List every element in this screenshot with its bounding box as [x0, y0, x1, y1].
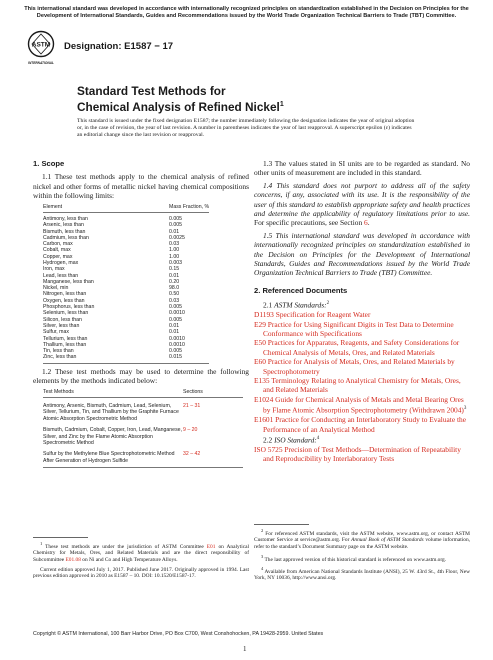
- element-name: Bismuth, less than: [43, 228, 86, 235]
- method-sections-link[interactable]: 9 – 20: [183, 427, 198, 434]
- iso-standard-label: [254, 434, 470, 445]
- composition-table: [43, 204, 209, 364]
- reference-code-link[interactable]: E50: [254, 338, 266, 348]
- mass-fraction: 0.01: [169, 322, 180, 329]
- method-name: Sulfur by the Methylene Blue Spectrophotometric Method After Generation of Hydrogen Sulfide: [43, 446, 183, 467]
- composition-row: [43, 212, 209, 222]
- section-6-link[interactable]: 6: [364, 218, 368, 228]
- mass-fraction: 98.0: [169, 285, 180, 292]
- referenced-documents-heading: 2. Referenced Documents: [254, 285, 348, 295]
- mass-fraction: 0.50: [169, 291, 180, 298]
- mass-fraction: 0.0010: [169, 310, 185, 317]
- tbt-statement: 1.5 This international standard was developed in accordance with internationally recognized principles on standardization established in the Decision on Principles for the Development of International Standards, Guides and Recommendations issued by the World Trade Organization Technical Barriers to Trade (TBT) Committee.: [254, 230, 470, 278]
- mass-fraction: 0.01: [169, 329, 180, 336]
- logo-text: ASTM: [31, 41, 51, 49]
- reference-code-link[interactable]: E1601: [254, 415, 274, 425]
- paragraph-1-2: 1.2 These test methods may be used to determine the following elements by the methods indicated below:: [33, 366, 249, 386]
- footnote-1-text-2: on Analytical Chemistry for Metals, Ores, and Related Materials and are the direct responsibility of Subcommittee: [33, 543, 249, 563]
- mass-fraction: 0.03: [169, 241, 180, 248]
- mass-fraction: 1.00: [169, 253, 180, 260]
- element-name: Iron, max: [43, 266, 65, 273]
- subcommittee-e0108-link[interactable]: E01.08: [65, 556, 81, 563]
- footnote-divider: [254, 524, 309, 525]
- element-name: Cobalt, max: [43, 247, 71, 254]
- methods-row: [43, 397, 243, 422]
- element-name: Sulfur, max: [43, 329, 69, 336]
- mass-fraction: 0.01: [169, 272, 180, 279]
- methods-row: [43, 446, 243, 467]
- reference-title-link[interactable]: Practice for Analysis of Metals, Ores, and Related Materials by Spectrophotometry: [263, 357, 455, 376]
- element-name: Nitrogen, less than: [43, 291, 87, 298]
- reference-item: [254, 445, 470, 464]
- mass-fraction: 0.0010: [169, 341, 185, 348]
- element-name: Lead, less than: [43, 272, 79, 279]
- reference-code-link[interactable]: E60: [254, 357, 266, 367]
- mass-fraction: 0.15: [169, 266, 180, 273]
- reference-item: [254, 395, 470, 415]
- methods-table: [43, 389, 243, 469]
- mass-fraction: 0.003: [169, 260, 182, 266]
- copyright-line: Copyright © ASTM International, 100 Barr Harbor Drive, PO Box C700, West Conshohocken, PA 19428-2959. United States: [33, 631, 324, 637]
- reference-item: [254, 357, 470, 376]
- method-name: Bismuth, Cadmium, Cobalt, Copper, Iron, Lead, Manganese, Silver, and Zinc by the Flame Atomic Absorption Spectrometric Method: [43, 427, 182, 446]
- footnote-1: $^1$ These test methods are under the jurisdiction of ASTM Committee E01 on Analytical Chemistry for Metals, Ores, and Related Materials and are the direct responsibility of Subcommittee E01.08 on Ni and Co and High Temperature Alloys.: [33, 541, 249, 563]
- footnotes-right: [254, 528, 470, 585]
- methods-header-test-methods: Test Methods: [43, 389, 183, 398]
- designation-explanation: This standard is issued under the fixed designation E1587; the number immediately following the designation indicates the year of original adoption or, in the case of revision, the year of last revision. A number in parentheses indicates the year of last reapproval. A superscript epsilon (ε) indicates an editorial change since the last revision or reapproval.: [77, 118, 415, 138]
- element-name: Copper, max: [43, 253, 73, 260]
- reference-code-link[interactable]: ISO 5725: [254, 444, 283, 454]
- footnote-1-text: These test methods are under the jurisdiction of ASTM Committee: [45, 543, 204, 550]
- method-sections-link[interactable]: 32 – 42: [183, 451, 201, 458]
- left-column: [33, 159, 249, 468]
- footnote-3-text: The last approved version of this historical standard is referenced on www.astm.org.: [264, 556, 447, 563]
- annual-book-title: Annual Book of ASTM Standards: [351, 537, 424, 544]
- reference-title-link[interactable]: Terminology Relating to Analytical Chemistry for Metals, Ores, and Related Materials: [263, 376, 461, 395]
- reference-item: [254, 310, 470, 319]
- committee-e01-link[interactable]: E01: [206, 543, 216, 550]
- mass-fraction: 0.0025: [169, 234, 185, 241]
- footnote-ref: 2: [326, 301, 330, 307]
- element-name: Hydrogen, max: [43, 260, 79, 266]
- reference-title-link[interactable]: Practice for Conducting an Interlaboratory Study to Evaluate the Performance of an Analytical Method: [263, 415, 467, 434]
- logo-subtext: INTERNATIONAL: [28, 61, 54, 65]
- paragraph-1-1: 1.1 These test methods apply to the chemical analysis of refined nickel and other forms of metallic nickel having chemical compositions within the following limits:: [33, 172, 249, 201]
- scope-heading: 1. Scope: [33, 159, 65, 168]
- footnote-4-text: Available from American National Standards Institute (ANSI), 25 W. 43rd St., 4th Floor, New York, NY 10036, http://www.ansi.org.: [254, 568, 470, 582]
- footnote-divider: [33, 537, 88, 538]
- reference-code-link[interactable]: D1193: [254, 310, 274, 320]
- method-name: Antimony, Arsenic, Bismuth, Cadmium, Lead, Selenium, Silver, Tellurium, Tin, and Thallium by the Graphite Furnace Atomic Absorption Spectrometric Method: [43, 402, 179, 422]
- reference-code-link[interactable]: E29: [254, 319, 266, 329]
- footnote-1-text-3: on Ni and Co and High Temperature Alloys.: [82, 556, 178, 563]
- reference-title-link[interactable]: Precision of Test Methods—Determination of Repeatability and Reproducibility by Interlaboratory Tests: [263, 444, 461, 464]
- reference-title-link[interactable]: Guide for Chemical Analysis of Metals and Metal Bearing Ores by Flame Atomic Absorption Spectrophotometry (Withdrawn 2004): [263, 394, 464, 415]
- designation: Designation: E1587 − 17: [64, 41, 174, 52]
- footnote-ref: 3: [463, 406, 467, 412]
- composition-row: [43, 354, 209, 363]
- international-standard-notice: This international standard was developed in accordance with internationally recognized principles on standardization established in the Decision on Principles for the Development of International Standards, Guides and Recommendations issued by the World Trade Organization Technical Barriers to Trade (TBT) Committee.: [24, 6, 469, 19]
- safety-statement: 1.4 This standard does not purport to address all of the safety concerns, if any, associated with its use. It is the responsibility of the user of this standard to establish appropriate safety and health practices and determine the applicability of regulatory limitations prior to use.: [254, 180, 470, 219]
- element-name: Phosphorus, less than: [43, 304, 95, 311]
- astm-logo: [26, 30, 56, 68]
- paragraph-1-4: [254, 181, 470, 228]
- mass-fraction: 0.005: [169, 348, 182, 355]
- composition-header-mass: Mass Fraction, %: [169, 204, 209, 213]
- element-name: Carbon, max: [43, 241, 73, 248]
- element-name: Selenium, less than: [43, 310, 89, 317]
- astm-standards-title: ASTM Standards:: [274, 300, 327, 310]
- element-name: Antimony, less than: [43, 215, 88, 222]
- reference-title-link[interactable]: Practices for Apparatus, Reagents, and Safety Considerations for Chemical Analysis of Metals, Ores, and Related Materials: [263, 338, 460, 357]
- footnotes-left: [33, 541, 249, 583]
- mass-fraction: 0.0010: [169, 335, 185, 342]
- reference-item: [254, 338, 470, 357]
- reference-code-link[interactable]: E135: [254, 376, 270, 385]
- methods-row: [43, 422, 243, 446]
- reference-title-link[interactable]: Specification for Reagent Water: [275, 310, 371, 320]
- precautions-text: For specific precautions, see Section: [254, 218, 363, 228]
- method-sections-link[interactable]: 21 – 31: [183, 402, 201, 409]
- title-footnote-ref: 1: [279, 101, 284, 108]
- document-title: [77, 85, 284, 114]
- footnote-4: $^4$ Available from American National Standards Institute (ANSI), 25 W. 43rd St., 4th Floor, New York, NY 10036, http://www.ansi.org.: [254, 565, 470, 582]
- reference-code-link[interactable]: E1024: [254, 394, 274, 404]
- mass-fraction: 0.005: [169, 316, 182, 323]
- element-name: Silver, less than: [43, 322, 80, 329]
- subsection-number: 2.2: [263, 435, 275, 445]
- mass-fraction: 1.00: [169, 247, 180, 254]
- mass-fraction: 0.03: [169, 297, 180, 304]
- mass-fraction: 0.01: [169, 228, 180, 235]
- element-name: Tellurium, less than: [43, 335, 88, 342]
- element-name: Zinc, less than: [43, 354, 169, 363]
- period: .: [367, 218, 370, 228]
- element-name: Manganese, less than: [43, 278, 94, 285]
- composition-header-element: Element: [43, 204, 169, 213]
- paragraph-1-3: 1.3 The values stated in SI units are to be regarded as standard. No other units of measurement are included in this standard.: [254, 159, 470, 178]
- reference-item: [254, 415, 470, 434]
- paragraph-1-5: [254, 231, 470, 278]
- astm-standards-label: [254, 299, 470, 310]
- mass-fraction: 0.005: [169, 222, 182, 229]
- subsection-number: 2.1: [263, 300, 275, 310]
- element-name: Nickel, min: [43, 285, 69, 292]
- element-name: Oxygen, less than: [43, 297, 85, 304]
- reference-item: [254, 376, 470, 395]
- footnote-2: $^2$ For referenced ASTM standards, visit the ASTM website, www.astm.org, or contact ASTM Customer Service at service@astm.org. For Annual Book of ASTM Standards volume information, refer to the standard’s Document Summary page on the ASTM website.: [254, 528, 470, 550]
- reference-title-link[interactable]: Practice for Using Significant Digits in Test Data to Determine Conformance with Specifications: [263, 319, 454, 338]
- iso-standards-list: [254, 445, 470, 464]
- astm-standards-list: [254, 310, 470, 434]
- element-name: Cadmium, less than: [43, 234, 89, 241]
- element-name: Thallium, less than: [43, 341, 87, 348]
- edition-note: Current edition approved July 1, 2017. Published June 2017. Originally approved in 1994. Last previous edition approved in 2010 as E1587 – 10. DOI: 10.1520/E1587-17.: [33, 566, 249, 580]
- reference-item: [254, 320, 470, 339]
- footnote-3: $^3$ The last approved version of this historical standard is referenced on www.astm.org.: [261, 553, 447, 563]
- composition-table-body: [43, 212, 209, 363]
- mass-fraction: 0.20: [169, 278, 180, 285]
- mass-fraction: 0.005: [169, 215, 182, 222]
- footnote-2-text: For referenced ASTM standards, visit the ASTM website, www.astm.org, or contact ASTM Customer Service at service@astm.org. For: [254, 530, 470, 544]
- mass-fraction: 0.005: [169, 304, 182, 311]
- iso-standard-title: ISO Standard:: [274, 435, 317, 445]
- footnote-ref: 4: [316, 435, 320, 441]
- mass-fraction: 0.015: [169, 354, 209, 363]
- footnote-2-text-2: volume information, refer to the standard’s Document Summary page on the ASTM website.: [254, 537, 470, 550]
- element-name: Tin, less than: [43, 348, 74, 355]
- methods-header-sections: Sections: [183, 389, 243, 398]
- right-column: [254, 159, 470, 464]
- title-line-2: Chemical Analysis of Refined Nickel: [77, 99, 280, 114]
- element-name: Arsenic, less than: [43, 222, 84, 229]
- page-number: 1: [243, 645, 247, 653]
- title-line-1: Standard Test Methods for: [77, 84, 226, 98]
- element-name: Silicon, less than: [43, 316, 82, 323]
